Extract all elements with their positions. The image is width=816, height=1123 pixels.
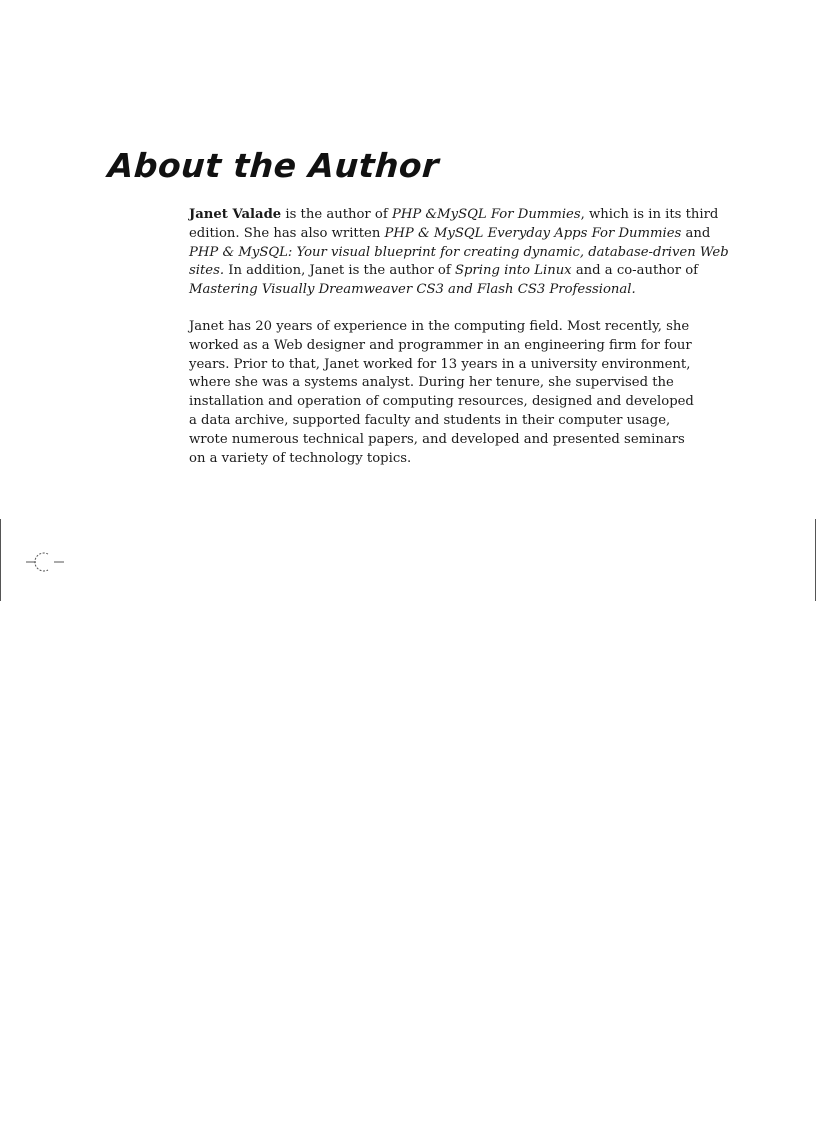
- crop-mark-icon: [24, 550, 68, 574]
- text-line: a data archive, supported faculty and students in their computer usage,: [189, 412, 671, 428]
- book-title: Mastering Visually Dreamweaver CS3 and Flash CS3 Professional.: [189, 282, 636, 298]
- text-run: and a co-author of: [571, 263, 699, 279]
- page-title: About the Author: [106, 146, 441, 185]
- text-line: [189, 244, 729, 263]
- text-run: and: [681, 225, 711, 241]
- book-title: sites.: [189, 263, 225, 279]
- trim-line-left: [0, 519, 1, 601]
- book-title: Spring into Linux: [454, 263, 572, 279]
- text-line: [189, 225, 709, 244]
- text-line: worked as a Web designer and programmer in an engineering firm for four: [189, 337, 692, 353]
- text-line: wrote numerous technical papers, and developed and presented seminars: [189, 431, 685, 447]
- bio-paragraph-1: [189, 206, 729, 300]
- text-run: , which is in its third: [580, 207, 719, 222]
- bio-paragraph-2: [189, 318, 709, 468]
- text-line: years. Prior to that, Janet worked for 13 years in a university environment,: [189, 356, 691, 372]
- text-run: edition. She has also written: [189, 225, 385, 241]
- book-title: PHP & MySQL Everyday Apps For Dummies: [384, 225, 682, 241]
- text-line: on a variety of technology topics.: [189, 450, 412, 466]
- author-bio: [189, 206, 729, 468]
- text-run: is the author of: [281, 207, 392, 222]
- book-title: PHP &MySQL For Dummies: [391, 207, 581, 222]
- text-line: [189, 281, 709, 300]
- text-line: Janet has 20 years of experience in the computing field. Most recently, she: [189, 318, 690, 334]
- text-line: installation and operation of computing resources, designed and developed: [189, 394, 694, 410]
- text-line: [189, 206, 719, 225]
- text-line: [189, 262, 709, 281]
- author-name: Janet Valade: [189, 207, 282, 222]
- text-run: In addition, Janet is the author of: [224, 263, 455, 279]
- text-line: where she was a systems analyst. During her tenure, she supervised the: [189, 375, 674, 391]
- book-title: PHP & MySQL: Your visual blueprint for creating dynamic, database-driven Web: [189, 244, 729, 260]
